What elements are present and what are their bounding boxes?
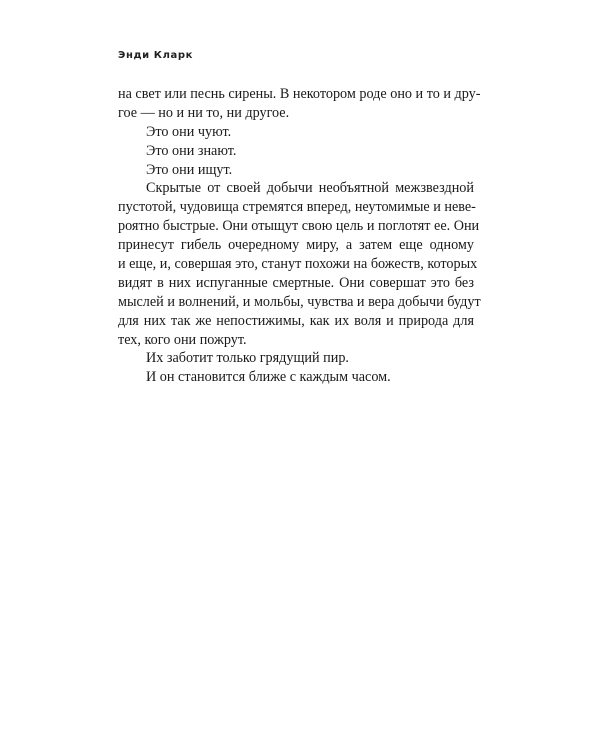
text-line: для них так же непостижимы, как их воля и природа для	[118, 312, 474, 329]
text-line: и еще, и, совершая это, станут похожи на божеств, которых	[118, 256, 478, 273]
text-line: роятно быстрые. Они отыщут свою цель и поглотят ее. Они	[118, 218, 480, 235]
text-line: на свет или песнь сирены. В некотором роде оно и то и дру-	[118, 86, 481, 102]
text-line: мыслей и волнений, и мольбы, чувства и вера добычи будут	[118, 293, 481, 310]
running-head-author: Энди Кларк	[118, 50, 194, 61]
text-line: гое — но и ни то, ни другое.	[118, 104, 290, 121]
text-line: Это они знают.	[146, 142, 237, 159]
body-text	[118, 85, 481, 387]
text-line: Это они чуют.	[146, 123, 232, 140]
text-line: тех, кого они пожрут.	[118, 331, 247, 348]
text-line: Скрытые от своей добычи необъятной межзвездной	[146, 180, 474, 197]
text-line: пустотой, чудовища стремятся вперед, неутомимые и неве-	[118, 199, 476, 216]
text-line: видят в них испуганные смертные. Они совершат это без	[118, 274, 474, 291]
text-line: Их заботит только грядущий пир.	[146, 350, 349, 367]
text-line: принесут гибель очередному миру, а затем еще одному	[118, 237, 474, 254]
text-line: Это они ищут.	[146, 161, 233, 178]
text-line: И он становится ближе с каждым часом.	[146, 369, 391, 386]
